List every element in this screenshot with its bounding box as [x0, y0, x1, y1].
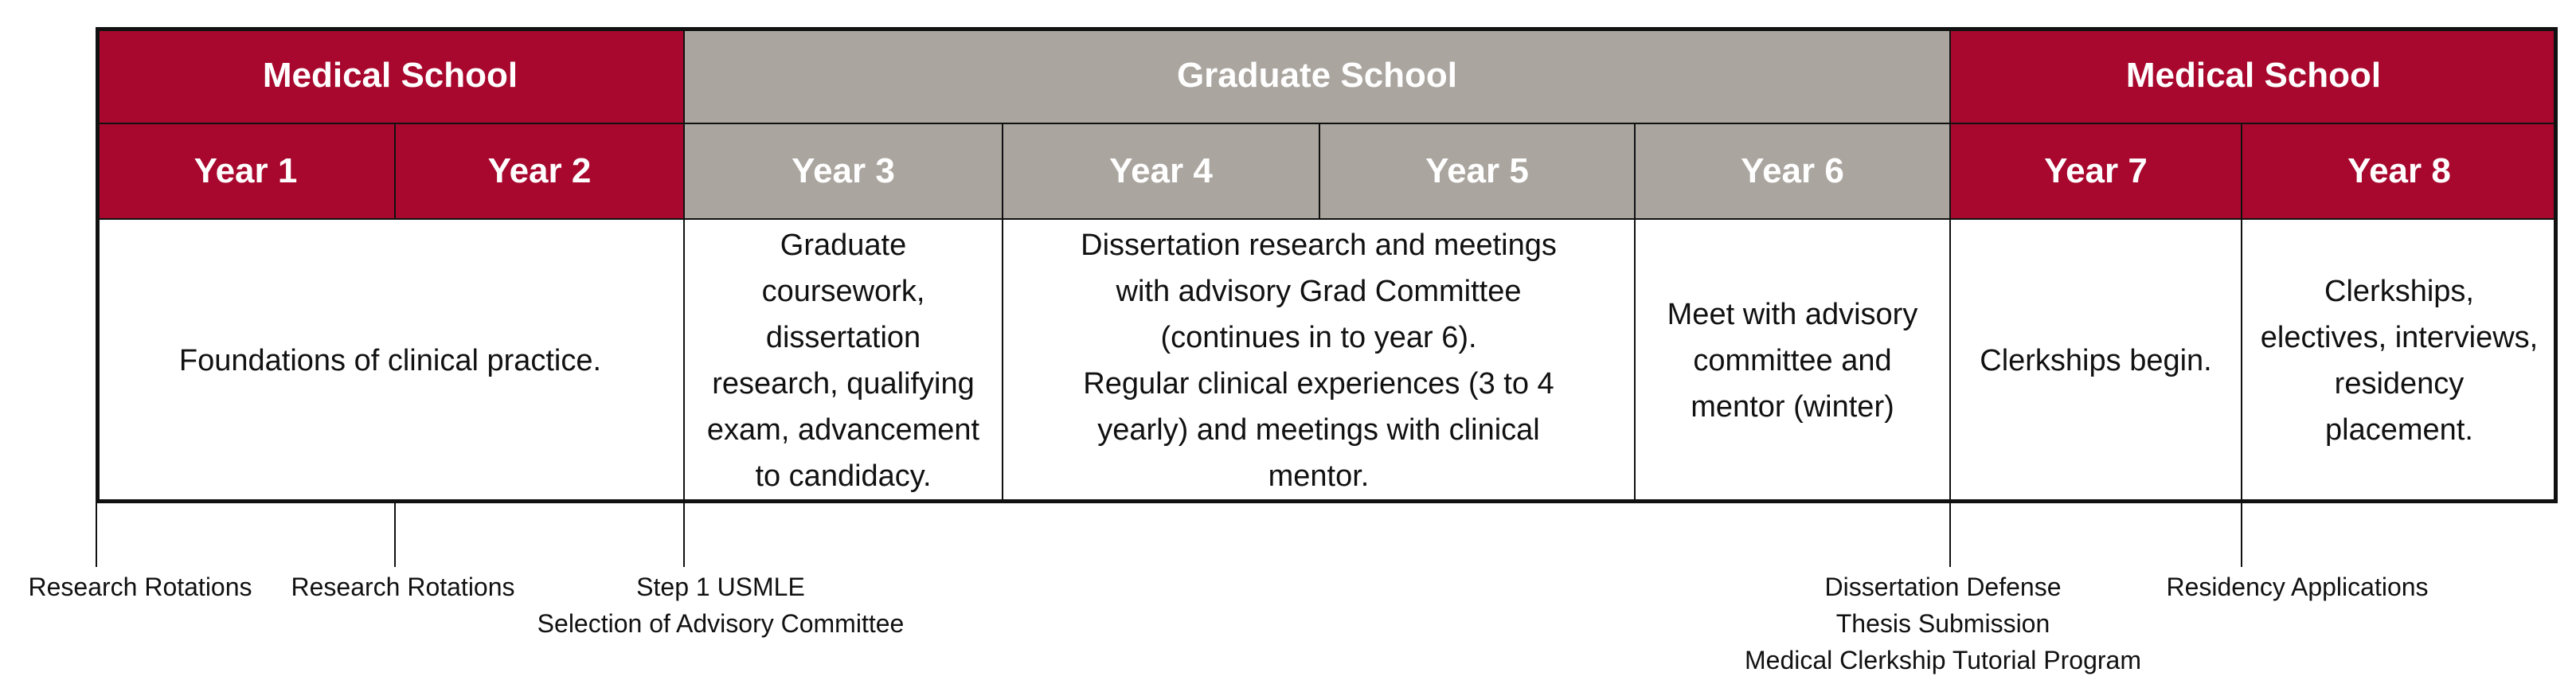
- year-2-header: Year 2: [394, 123, 685, 220]
- description-line: research, qualifying: [712, 367, 975, 401]
- years-4-5-description: [1002, 218, 1636, 503]
- description-line: Regular clinical experiences (3 to 4: [1083, 367, 1554, 401]
- year-4-header: Year 4: [1002, 123, 1320, 220]
- description-line: coursework,: [761, 275, 925, 308]
- description-line: Dissertation research and meetings: [1081, 229, 1557, 262]
- milestone-tick: [1949, 503, 1951, 567]
- years-1-2-description: [96, 218, 685, 503]
- description-line: Graduate: [780, 229, 907, 262]
- year-7-description: [1949, 218, 2242, 503]
- milestone-line: Thesis Submission: [1835, 609, 2050, 638]
- description-line: Foundations of clinical practice.: [178, 344, 602, 377]
- milestone-line: Selection of Advisory Committee: [537, 609, 905, 638]
- milestone-tick: [394, 503, 396, 567]
- description-line: Clerkships begin.: [1980, 344, 2212, 377]
- milestone-research-rotations-1: [28, 569, 252, 605]
- description-line: Meet with advisory: [1667, 298, 1918, 331]
- description-line: to candidacy.: [755, 459, 932, 493]
- description-line: residency: [2334, 367, 2465, 401]
- description-line: with advisory Grad Committee: [1116, 275, 1522, 308]
- description-line: exam, advancement: [706, 413, 980, 447]
- year-6-description: [1634, 218, 1951, 503]
- milestone-tick: [2241, 503, 2242, 567]
- phase-medical-school-1: Medical School: [96, 27, 685, 124]
- description-line: committee and: [1693, 344, 1892, 377]
- description-line: electives, interviews,: [2260, 321, 2539, 354]
- milestone-step1-usmle: [537, 569, 905, 642]
- milestone-line: Research Rotations: [28, 573, 252, 601]
- description-line: (continues in to year 6).: [1160, 321, 1477, 354]
- year-7-header: Year 7: [1949, 123, 2242, 220]
- milestone-residency-applications: [2166, 569, 2428, 605]
- description-line: mentor.: [1268, 459, 1370, 493]
- milestone-line: Research Rotations: [291, 573, 515, 601]
- milestone-research-rotations-2: [291, 569, 514, 605]
- phase-graduate-school: Graduate School: [683, 27, 1951, 124]
- description-line: mentor (winter): [1691, 390, 1894, 424]
- year-1-header: Year 1: [96, 123, 396, 220]
- year-3-description: [683, 218, 1003, 503]
- milestone-line: Step 1 USMLE: [636, 573, 805, 601]
- year-8-header: Year 8: [2241, 123, 2558, 220]
- milestone-line: Residency Applications: [2166, 573, 2429, 601]
- description-line: placement.: [2325, 413, 2473, 447]
- year-8-description: [2241, 218, 2558, 503]
- milestone-line: Medical Clerkship Tutorial Program: [1745, 646, 2141, 674]
- description-line: Clerkships,: [2324, 275, 2474, 308]
- year-6-header: Year 6: [1634, 123, 1951, 220]
- milestone-tick: [96, 503, 97, 567]
- milestone-dissertation-defense: [1745, 569, 2141, 678]
- year-5-header: Year 5: [1319, 123, 1636, 220]
- milestone-line: Dissertation Defense: [1824, 573, 2062, 601]
- description-line: yearly) and meetings with clinical: [1097, 413, 1540, 447]
- description-line: dissertation: [765, 321, 921, 354]
- milestone-tick: [683, 503, 685, 567]
- phase-medical-school-2: Medical School: [1949, 27, 2558, 124]
- year-3-header: Year 3: [683, 123, 1003, 220]
